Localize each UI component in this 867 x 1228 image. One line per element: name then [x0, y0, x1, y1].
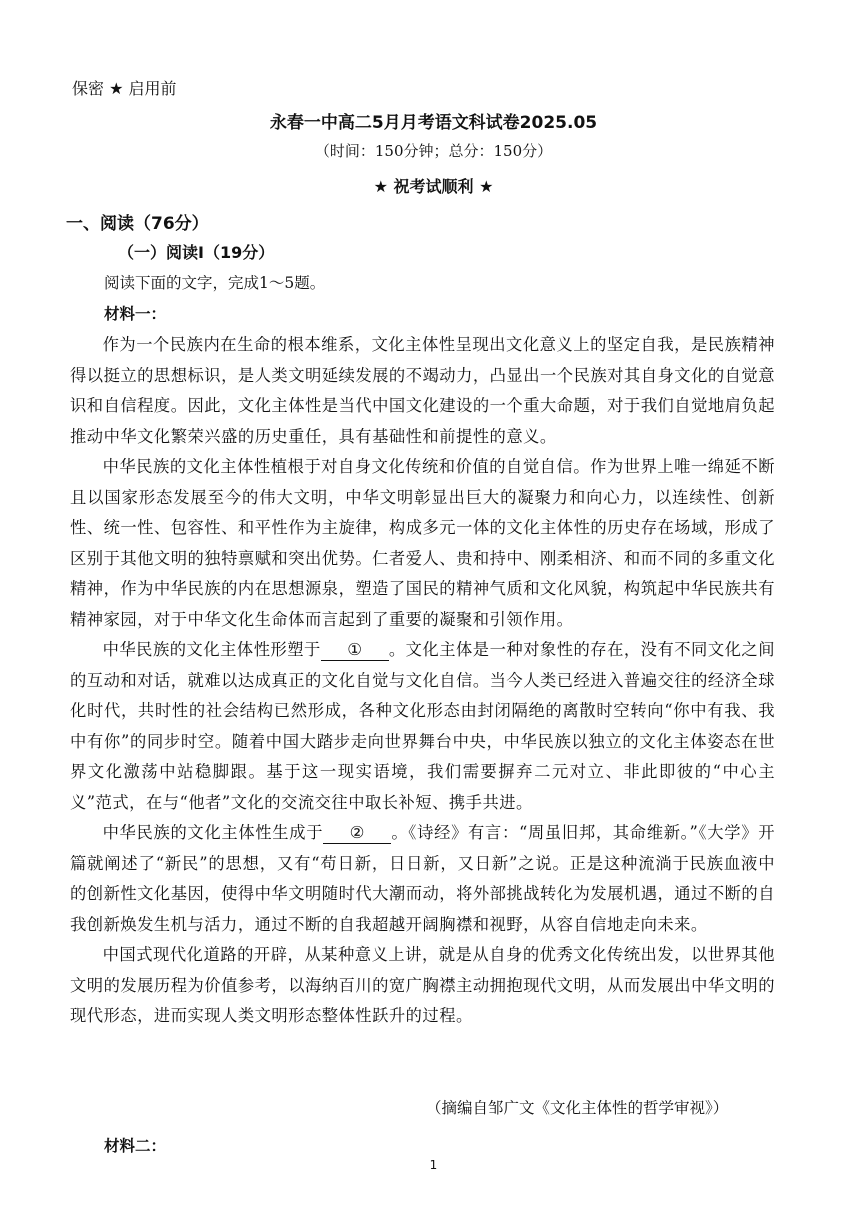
paragraph-4 — [70, 818, 775, 940]
exam-title: 永春一中高二5月月考语文科试卷2025.05 — [269, 113, 598, 133]
subsection-title: （一）阅读Ⅰ（19分） — [118, 243, 275, 262]
blank-2: ② — [323, 823, 391, 844]
paragraph-3-after: 。文化主体是一种对象性的存在，没有不同文化之间的互动和对话，就难以达成真正的文化自觉与文化自信。当今人类已经进入普遍交往的经济全球化时代，共时性的社会结构已然形成，各种文化形态由封闭隔绝的离散时空转向“你中有我、我中有你”的同步时空。随着中国大踏步走向世界舞台中央，中华民族以独立的文化主体姿态在世界文化激荡中站稳脚跟。基于这一现实语境，我们需要摒弃二元对立、非此即彼的“中心主义”范式，在与“他者”文化的交流交往中取长补短、携手共进。 — [70, 640, 775, 812]
exam-subtitle: （时间：150分钟；总分：150分） — [314, 142, 553, 160]
paragraph-4-after: 。《诗经》有言：“周虽旧邦，其命维新。”《大学》开篇就阐述了“新民”的思想，又有“苟日新，日日新，又日新”之说。正是这种流淌于民族血液中的创新性文化基因，使得中华文明随时代大潮而动，将外部挑战转化为发展机遇，通过不断的自我创新焕发生机与活力，通过不断的自我超越开阔胸襟和视野，从容自信地走向未来。 — [70, 823, 775, 934]
material-two-label: 材料二： — [104, 1137, 167, 1155]
exam-wish: ★ 祝考试顺利 ★ — [373, 177, 494, 196]
page-number: 1 — [429, 1158, 438, 1172]
paragraph-3 — [70, 635, 775, 818]
instruction-text: 阅读下面的文字，完成1～5题。 — [104, 274, 326, 292]
paragraph-4-before: 中华民族的文化主体性生成于 — [102, 823, 324, 842]
confidential-mark: 保密 ★ 启用前 — [72, 79, 177, 98]
source-citation: （摘编自邹广文《文化主体性的哲学审视》） — [426, 1099, 729, 1117]
paragraph-1: 作为一个民族内在生命的根本维系，文化主体性呈现出文化意义上的坚定自我，是民族精神得以挺立的思想标识，是人类文明延续发展的不竭动力，凸显出一个民族对其自身文化的自觉意识和自信程度。因此，文化主体性是当代中国文化建设的一个重大命题，对于我们自觉地肩负起推动中华文化繁荣兴盛的历史重任，具有基础性和前提性的意义。 — [70, 335, 775, 446]
paragraph-2: 中华民族的文化主体性植根于对自身文化传统和价值的自觉自信。作为世界上唯一绵延不断且以国家形态发展至今的伟大文明，中华文明彰显出巨大的凝聚力和向心力，以连续性、创新性、统一性、包容性、和平性作为主旋律，构成多元一体的文化主体性的历史存在场域，形成了区别于其他文明的独特禀赋和突出优势。仁者爱人、贵和持中、刚柔相济、和而不同的多重文化精神，作为中华民族的内在思想源泉，塑造了国民的精神气质和文化风貌，构筑起中华民族共有精神家园，对于中华文化生命体而言起到了重要的凝聚和引领作用。 — [70, 457, 775, 629]
material-one-label: 材料一： — [104, 305, 167, 323]
section-title: 一、阅读（76分） — [66, 214, 209, 234]
reading-passage — [70, 330, 775, 1032]
paragraph-5: 中国式现代化道路的开辟，从某种意义上讲，就是从自身的优秀文化传统出发，以世界其他文明的发展历程为价值参考，以海纳百川的宽广胸襟主动拥抱现代文明，从而发展出中华文明的现代形态，进而实现人类文明形态整体性跃升的过程。 — [70, 945, 775, 1025]
blank-1: ① — [321, 640, 389, 661]
paragraph-3-before: 中华民族的文化主体性形塑于 — [102, 640, 321, 659]
